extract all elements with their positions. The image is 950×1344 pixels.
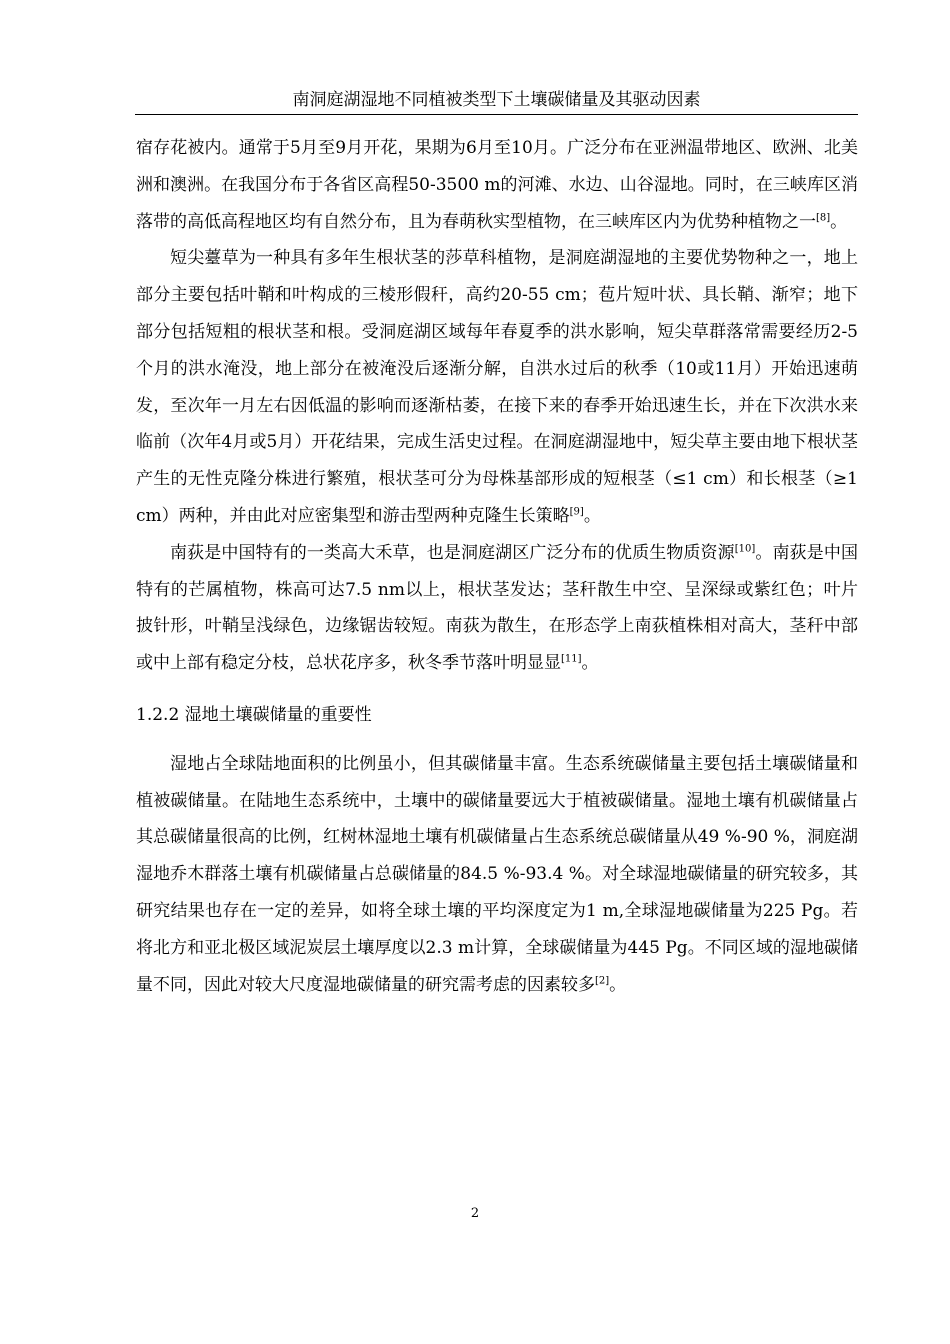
running-header-title: 南洞庭湖湿地不同植被类型下土壤碳储量及其驱动因素 <box>292 90 701 110</box>
citation-ref: [10] <box>734 543 756 555</box>
paragraph-continued <box>136 130 858 240</box>
paragraph-carex <box>136 240 858 534</box>
page-number: 2 <box>470 1206 480 1221</box>
section-heading: 1.2.2 湿地土壤碳储量的重要性 <box>136 704 372 725</box>
paragraph-tail: 。 <box>609 974 627 995</box>
paragraph-end-text: 显 <box>544 653 561 674</box>
citation-ref: [8] <box>816 211 831 223</box>
paragraph-text: 湿地占全球陆地面积的比例虽小，但其碳储量丰富。生态系统碳储量主要包括土壤碳储量和植被碳储量。在陆地生态系统中，土壤中的碳储量要远大于植被碳储量。湿地土壤有机碳储量占其总碳储量很高的比例，红树林湿地土壤有机碳储量占生态系统总碳储量从49 %-90 %，洞庭湖湿地乔木群落土壤有机碳储量占总碳储量的84.5 %-93.4 %。对全球湿地碳储量的研究较多，其研究结果也存在一定的差异，如将全球土壤的平均深度定为1 m,全球湿地碳储量为225 Pg。若将北方和亚北极区域泥炭层土壤厚度以2.3 m计算，全球碳储量为445 Pg。不同区域的湿地碳储量不同，因此对较大尺度湿地碳储量的研究需考虑的因素较多 <box>136 753 858 995</box>
paragraph-text: 短尖薹草为一种具有多年生根状茎的莎草科植物，是洞庭湖湿地的主要优势物种之一，地上部分主要包括叶鞘和叶构成的三棱形假秆，高约20-55 cm；苞片短叶状、具长鞘、渐窄；地下部分包括短粗的根状茎和根。受洞庭湖区域每年春夏季的洪水影响，短尖草群落常需要经历2-5个月的洪水淹没，地上部分在被淹没后逐渐分解，自洪水过后的秋季（10或11月）开始迅速萌发，至次年一月左右因低温的影响而逐渐枯萎，在接下来的春季开始迅速生长，并在下次洪水来临前（次年4月或5月）开花结果，完成生活史过程。在洞庭湖湿地中，短尖草主要由地下根状茎产生的无性克隆分株进行繁殖，根状茎可分为母株基部形成的短根茎（≤1 cm）和长根茎（≥1 cm）两种，并由此对应密集型和游击型两种克隆生长策略 <box>136 248 858 526</box>
page-body <box>136 130 858 1003</box>
paragraph-tail: 。 <box>583 505 601 526</box>
paragraph-text: 南荻是中国特有的一类高大禾草，也是洞庭湖区广泛分布的优质生物质资源 <box>170 542 735 563</box>
citation-ref: [11] <box>561 653 582 665</box>
paragraph-tail: 。 <box>581 653 599 674</box>
citation-ref: [2] <box>595 974 610 986</box>
citation-ref: [9] <box>569 506 584 518</box>
paragraph-triarrhena <box>136 535 858 682</box>
paragraph-tail: 。南荻是中国特有的芒属植物，株高可达7.5 nm以上，根状茎发达；茎秆散生中空、呈深绿或紫红色；叶片披针形，叶鞘呈浅绿色，边缘锯齿较短。南荻为散生，在形态学上南荻植株相对高大，茎秆中部或中上部有稳定分枝，总状花序多，秋冬季节落叶明显 <box>136 542 858 674</box>
paragraph-tail: 。 <box>830 211 848 232</box>
running-header <box>135 86 858 115</box>
paragraph-text: 宿存花被内。通常于5月至9月开花，果期为6月至10月。广泛分布在亚洲温带地区、欧洲、北美洲和澳洲。在我国分布于各省区高程50-3500 m的河滩、水边、山谷湿地。同时，在三峡库区消落带的高低高程地区均有自然分布，且为春萌秋实型植物，在三峡库区内为优势种植物之一 <box>136 138 858 232</box>
paragraph-wetland-carbon <box>136 746 858 1004</box>
